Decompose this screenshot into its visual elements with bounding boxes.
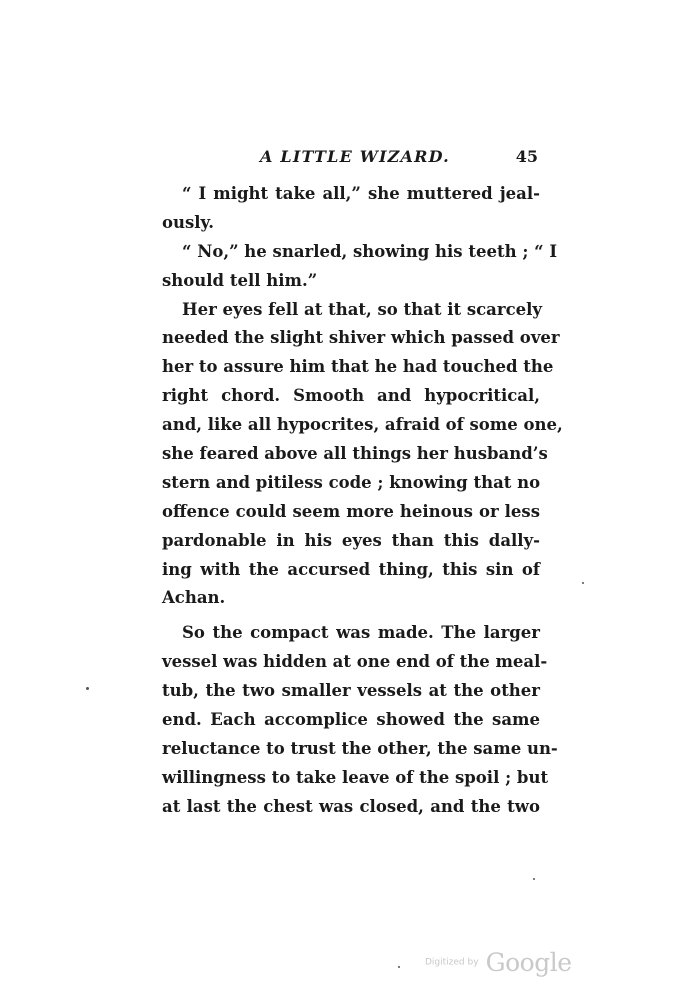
text-line: offence could seem more heinous or less — [162, 501, 540, 521]
running-head — [162, 147, 540, 173]
text-line: tub, the two smaller vessels at the other — [162, 681, 540, 701]
running-title: A LITTLE WIZARD. — [260, 147, 450, 166]
text-line: reluctance to trust the other, the same un- — [162, 738, 558, 758]
scan-speck — [582, 582, 584, 584]
text-line: Her eyes fell at that, so that it scarcely — [182, 299, 542, 319]
text-line: pardonable in his eyes than this dally- — [162, 530, 540, 550]
text-line: and, like all hypocrites, afraid of some one, — [162, 415, 563, 435]
text-line: should tell him.” — [162, 270, 318, 290]
scan-speck — [398, 966, 400, 968]
text-line: Achan. — [162, 588, 226, 608]
google-logo: Google — [485, 948, 572, 977]
page-number: 45 — [515, 147, 538, 166]
text-line: needed the slight shiver which passed over — [162, 328, 560, 348]
text-line: she feared above all things her husband’s — [162, 444, 548, 464]
text-line: end. Each accomplice showed the same — [162, 710, 540, 730]
text-line: vessel was hidden at one end of the meal- — [162, 652, 548, 672]
text-line: stern and pitiless code ; knowing that no — [162, 472, 541, 492]
text-line: So the compact was made. The larger — [182, 623, 540, 643]
scan-speck — [533, 878, 535, 880]
text-line: willingness to take leave of the spoil ; but — [162, 767, 549, 787]
text-line: right chord. Smooth and hypocritical, — [162, 386, 540, 406]
text-line: “ No,” he snarled, showing his teeth ; “ I — [182, 241, 558, 261]
text-line: her to assure him that he had touched the — [162, 357, 554, 377]
text-line: ing with the accursed thing, this sin of — [162, 559, 540, 579]
scan-speck — [86, 687, 89, 690]
text-line: at last the chest was closed, and the two — [162, 796, 540, 816]
text-line: “ I might take all,” she muttered jeal- — [182, 184, 540, 203]
text-line: ously. — [162, 212, 214, 232]
digitized-label: Digitized by — [425, 957, 479, 968]
body-text — [162, 180, 563, 822]
digitized-watermark — [425, 948, 572, 978]
